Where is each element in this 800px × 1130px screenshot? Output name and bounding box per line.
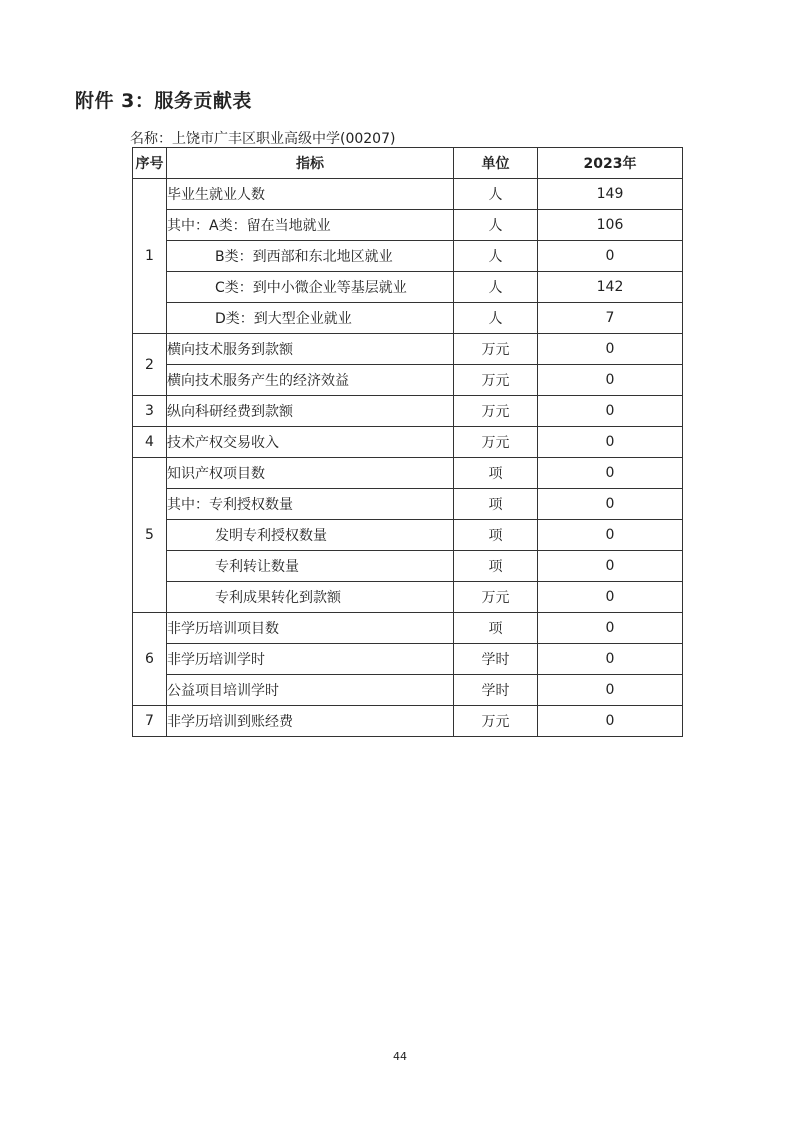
header-seq: 序号 (133, 148, 167, 179)
row-indicator: 其中：专利授权数量 (167, 489, 454, 520)
row-indicator: 非学历培训到账经费 (167, 706, 454, 737)
row-seq: 7 (133, 706, 167, 737)
row-value: 0 (538, 396, 683, 427)
row-unit: 项 (454, 520, 538, 551)
row-value: 0 (538, 613, 683, 644)
header-year: 2023年 (538, 148, 683, 179)
row-unit: 万元 (454, 334, 538, 365)
row-indicator: 技术产权交易收入 (167, 427, 454, 458)
table-row (133, 396, 683, 427)
row-value: 142 (538, 272, 683, 303)
table-row (133, 427, 683, 458)
row-indicator: 非学历培训学时 (167, 644, 454, 675)
row-indicator: 横向技术服务产生的经济效益 (167, 365, 454, 396)
row-seq: 5 (133, 458, 167, 613)
row-value: 0 (538, 365, 683, 396)
table-row (133, 706, 683, 737)
row-indicator: 专利转让数量 (167, 551, 454, 582)
row-unit: 万元 (454, 365, 538, 396)
row-value: 0 (538, 706, 683, 737)
service-contribution-table (132, 147, 683, 737)
row-unit: 万元 (454, 706, 538, 737)
row-unit: 万元 (454, 396, 538, 427)
header-indicator: 指标 (167, 148, 454, 179)
row-seq: 2 (133, 334, 167, 396)
row-value: 149 (538, 179, 683, 210)
table-body (133, 179, 683, 737)
row-indicator: 发明专利授权数量 (167, 520, 454, 551)
row-value: 0 (538, 551, 683, 582)
row-value: 0 (538, 644, 683, 675)
row-indicator: D类：到大型企业就业 (167, 303, 454, 334)
row-unit: 人 (454, 272, 538, 303)
table-row (133, 334, 683, 365)
row-unit: 人 (454, 241, 538, 272)
table-row (133, 613, 683, 644)
row-unit: 项 (454, 551, 538, 582)
row-seq: 4 (133, 427, 167, 458)
table-row (133, 458, 683, 489)
table-row (133, 272, 683, 303)
row-value: 0 (538, 241, 683, 272)
row-unit: 万元 (454, 427, 538, 458)
row-unit: 学时 (454, 644, 538, 675)
table-row (133, 303, 683, 334)
table-row (133, 675, 683, 706)
row-indicator: C类：到中小微企业等基层就业 (167, 272, 454, 303)
table-header-row (133, 148, 683, 179)
row-unit: 万元 (454, 582, 538, 613)
table-row (133, 489, 683, 520)
institution-caption: 名称：上饶市广丰区职业高级中学(00207) (130, 131, 396, 147)
row-seq: 1 (133, 179, 167, 334)
row-unit: 项 (454, 489, 538, 520)
table-row (133, 210, 683, 241)
row-value: 106 (538, 210, 683, 241)
row-value: 7 (538, 303, 683, 334)
table-row (133, 365, 683, 396)
row-value: 0 (538, 334, 683, 365)
table-row (133, 241, 683, 272)
row-value: 0 (538, 582, 683, 613)
row-indicator: 毕业生就业人数 (167, 179, 454, 210)
row-unit: 人 (454, 179, 538, 210)
table-row (133, 520, 683, 551)
table-row (133, 644, 683, 675)
row-seq: 6 (133, 613, 167, 706)
row-value: 0 (538, 520, 683, 551)
row-seq: 3 (133, 396, 167, 427)
row-value: 0 (538, 489, 683, 520)
row-unit: 人 (454, 210, 538, 241)
row-indicator: 其中：A类：留在当地就业 (167, 210, 454, 241)
row-indicator: 纵向科研经费到款额 (167, 396, 454, 427)
row-value: 0 (538, 675, 683, 706)
table-row (133, 551, 683, 582)
row-indicator: 公益项目培训学时 (167, 675, 454, 706)
row-unit: 项 (454, 613, 538, 644)
row-value: 0 (538, 458, 683, 489)
row-unit: 学时 (454, 675, 538, 706)
page-heading: 附件 3：服务贡献表 (75, 90, 252, 112)
row-indicator: 知识产权项目数 (167, 458, 454, 489)
row-indicator: B类：到西部和东北地区就业 (167, 241, 454, 272)
page-number: 44 (393, 1050, 407, 1063)
row-value: 0 (538, 427, 683, 458)
row-indicator: 非学历培训项目数 (167, 613, 454, 644)
table-row (133, 582, 683, 613)
row-unit: 项 (454, 458, 538, 489)
row-unit: 人 (454, 303, 538, 334)
header-unit: 单位 (454, 148, 538, 179)
table-row (133, 179, 683, 210)
row-indicator: 专利成果转化到款额 (167, 582, 454, 613)
row-indicator: 横向技术服务到款额 (167, 334, 454, 365)
